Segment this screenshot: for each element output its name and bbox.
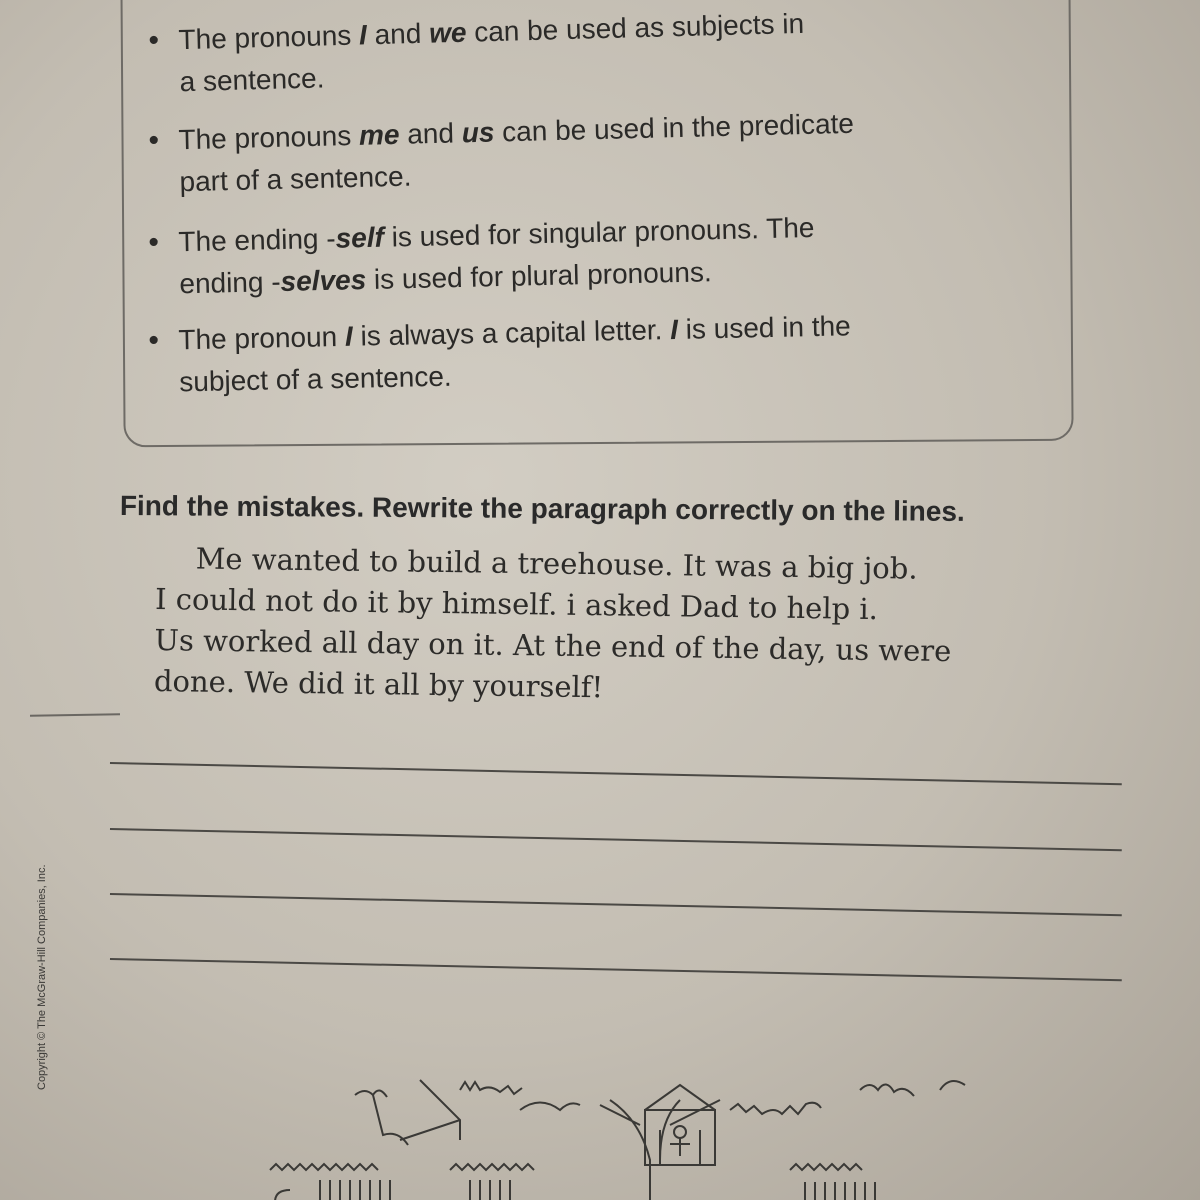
mistake-paragraph (154, 538, 1056, 715)
instructions-heading: Find the mistakes. Rewrite the paragraph correctly on the lines. (119, 490, 965, 527)
paragraph-line: Me wanted to build a treehouse. It was a big job. (195, 541, 918, 586)
answer-line[interactable] (110, 893, 1122, 916)
bullet-dot-icon: • (148, 323, 160, 357)
paragraph-line: I could not do it by himself. i asked Dad to help i. (154, 581, 879, 627)
answer-line[interactable] (110, 762, 1122, 785)
rule-item (148, 302, 1010, 404)
copyright-notice: Copyright © The McGraw-Hill Companies, Inc. (36, 864, 48, 1090)
rule-text: The pronouns I and we can be used as subjects in a sentence. (178, 7, 805, 98)
paragraph-line: Us worked all day on it. At the end of the day, us were (154, 622, 952, 669)
rule-text: The ending -self is used for singular pronouns. The ending -selves is used for plural pronouns. (178, 211, 815, 300)
rule-text: The pronouns me and us can be used in the predicate part of a sentence. (178, 107, 855, 198)
bullet-dot-icon: • (148, 225, 160, 259)
answer-line[interactable] (110, 958, 1122, 981)
bullet-dot-icon: • (148, 123, 160, 157)
treehouse-illustration (260, 1070, 980, 1200)
paragraph-line: done. We did it all by yourself! (153, 663, 604, 705)
rule-text: The pronoun I is always a capital letter. I is used in the subject of a sentence. (178, 310, 852, 398)
answer-line[interactable] (110, 828, 1122, 851)
margin-mark (30, 713, 120, 717)
bullet-dot-icon: • (148, 23, 160, 57)
